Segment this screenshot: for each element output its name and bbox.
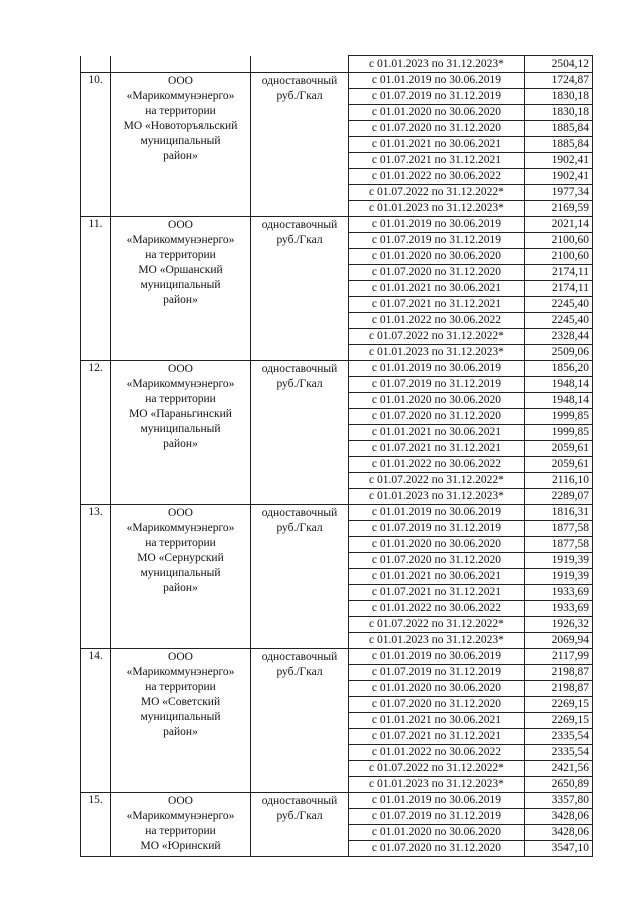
- period-cell: с 01.07.2021 по 31.12.2021: [349, 584, 525, 600]
- period-cell: с 01.07.2022 по 31.12.2022*: [349, 472, 525, 488]
- tariff-type-line: одноставочный: [261, 650, 338, 663]
- tariff-type-line: одноставочный: [261, 506, 338, 519]
- tariff-value-cell: 1933,69: [525, 600, 593, 616]
- organization-line: район»: [163, 725, 198, 738]
- tariff-type-cell: [251, 504, 349, 648]
- period-cell: с 01.07.2020 по 31.12.2020: [349, 120, 525, 136]
- tariff-value-cell: 3357,80: [525, 792, 593, 808]
- period-cell: с 01.07.2019 по 31.12.2019: [349, 232, 525, 248]
- period-cell: с 01.07.2021 по 31.12.2021: [349, 152, 525, 168]
- tariff-value-cell: 1816,31: [525, 504, 593, 520]
- tariff-value-cell: 2335,54: [525, 728, 593, 744]
- tariff-type-cell: [251, 792, 349, 856]
- period-cell: с 01.01.2021 по 30.06.2021: [349, 712, 525, 728]
- period-cell: с 01.07.2020 по 31.12.2020: [349, 840, 525, 856]
- period-cell: с 01.01.2022 по 30.06.2022: [349, 312, 525, 328]
- period-cell: с 01.01.2021 по 30.06.2021: [349, 424, 525, 440]
- period-cell: с 01.01.2020 по 30.06.2020: [349, 392, 525, 408]
- organization-line: ООО: [168, 74, 193, 87]
- tariff-value-cell: 2504,12: [525, 56, 593, 73]
- tariff-value-cell: 1830,18: [525, 88, 593, 104]
- period-cell: с 01.01.2023 по 31.12.2023*: [349, 632, 525, 648]
- entry-number: 10.: [81, 72, 111, 216]
- organization-line: на территории: [145, 248, 216, 261]
- tariff-type-line: руб./Гкал: [276, 665, 323, 678]
- tariff-value-cell: 2650,89: [525, 776, 593, 792]
- tariff-value-cell: 2198,87: [525, 680, 593, 696]
- organization-cell: [111, 72, 251, 216]
- organization-line: на территории: [145, 104, 216, 117]
- tariff-value-cell: 1877,58: [525, 520, 593, 536]
- tariff-value-cell: 1856,20: [525, 360, 593, 376]
- organization-line: ООО: [168, 362, 193, 375]
- tariff-value-cell: 3547,10: [525, 840, 593, 856]
- tariff-value-cell: 2245,40: [525, 296, 593, 312]
- tariff-value-cell: 1724,87: [525, 72, 593, 88]
- period-cell: с 01.01.2023 по 31.12.2023*: [349, 344, 525, 360]
- tariff-value-cell: 1926,32: [525, 616, 593, 632]
- tariff-value-cell: 2198,87: [525, 664, 593, 680]
- period-cell: с 01.07.2022 по 31.12.2022*: [349, 328, 525, 344]
- organization-cell: [111, 216, 251, 360]
- organization-line: район»: [163, 581, 198, 594]
- organization-line: на территории: [145, 680, 216, 693]
- period-cell: с 01.01.2023 по 31.12.2023*: [349, 56, 525, 73]
- tariff-value-cell: 2245,40: [525, 312, 593, 328]
- tariff-type-line: руб./Гкал: [276, 809, 323, 822]
- organization-line: МО «Новоторъяльский: [123, 119, 238, 132]
- tariff-value-cell: 1919,39: [525, 568, 593, 584]
- period-cell: с 01.07.2020 по 31.12.2020: [349, 696, 525, 712]
- organization-line: район»: [163, 149, 198, 162]
- organization-line: муниципальный: [140, 710, 221, 723]
- period-cell: с 01.01.2019 по 30.06.2019: [349, 648, 525, 664]
- tariff-value-cell: 3428,06: [525, 824, 593, 840]
- tariff-value-cell: 2021,14: [525, 216, 593, 232]
- entry-number: 14.: [81, 648, 111, 792]
- tariff-value-cell: 2059,61: [525, 456, 593, 472]
- tariff-value-cell: 2269,15: [525, 696, 593, 712]
- tariff-value-cell: 2100,60: [525, 232, 593, 248]
- organization-line: район»: [163, 293, 198, 306]
- entry-number: 13.: [81, 504, 111, 648]
- period-cell: с 01.01.2019 по 30.06.2019: [349, 792, 525, 808]
- period-cell: с 01.07.2021 по 31.12.2021: [349, 440, 525, 456]
- organization-line: ООО: [168, 650, 193, 663]
- period-cell: с 01.01.2023 по 31.12.2023*: [349, 200, 525, 216]
- tariff-type-line: руб./Гкал: [276, 233, 323, 246]
- entry-number: 12.: [81, 360, 111, 504]
- tariff-type-line: одноставочный: [261, 218, 338, 231]
- tariff-type-cell: [251, 648, 349, 792]
- tariff-value-cell: 1977,34: [525, 184, 593, 200]
- period-cell: с 01.07.2020 по 31.12.2020: [349, 408, 525, 424]
- tariff-value-cell: 1948,14: [525, 392, 593, 408]
- tariff-value-cell: 2269,15: [525, 712, 593, 728]
- entry-number: 11.: [81, 216, 111, 360]
- tariff-row: [81, 216, 593, 232]
- tariff-type-line: руб./Гкал: [276, 89, 323, 102]
- organization-line: район»: [163, 437, 198, 450]
- organization-line: «Марикоммунэнерго»: [126, 89, 235, 102]
- tariff-value-cell: 1877,58: [525, 536, 593, 552]
- tariff-value-cell: 2117,99: [525, 648, 593, 664]
- tariff-type-line: одноставочный: [261, 362, 338, 375]
- tariff-type-cell: [251, 72, 349, 216]
- tariff-type-line: одноставочный: [261, 74, 338, 87]
- organization-line: МО «Параньгинский: [129, 407, 232, 420]
- period-cell: с 01.01.2019 по 30.06.2019: [349, 216, 525, 232]
- period-cell: с 01.01.2023 по 31.12.2023*: [349, 488, 525, 504]
- organization-cell: [111, 504, 251, 648]
- period-cell: с 01.01.2020 по 30.06.2020: [349, 536, 525, 552]
- organization-line: на территории: [145, 536, 216, 549]
- period-cell: с 01.01.2022 по 30.06.2022: [349, 456, 525, 472]
- tariff-value-cell: 2328,44: [525, 328, 593, 344]
- organization-line: ООО: [168, 218, 193, 231]
- organization-line: ООО: [168, 506, 193, 519]
- tariff-value-cell: 1885,84: [525, 136, 593, 152]
- organization-line: муниципальный: [140, 422, 221, 435]
- period-cell: с 01.01.2019 по 30.06.2019: [349, 360, 525, 376]
- tariff-value-cell: 2100,60: [525, 248, 593, 264]
- tariff-value-cell: 2335,54: [525, 744, 593, 760]
- organization-line: муниципальный: [140, 566, 221, 579]
- tariff-type-cell: [251, 360, 349, 504]
- organization-line: ООО: [168, 794, 193, 807]
- tariff-value-cell: 2174,11: [525, 264, 593, 280]
- organization-line: «Марикоммунэнерго»: [126, 377, 235, 390]
- tariff-type-cell: [251, 216, 349, 360]
- period-cell: с 01.07.2019 по 31.12.2019: [349, 88, 525, 104]
- period-cell: с 01.01.2021 по 30.06.2021: [349, 280, 525, 296]
- period-cell: с 01.01.2021 по 30.06.2021: [349, 568, 525, 584]
- organization-line: МО «Оршанский: [138, 263, 223, 276]
- tariff-table: [80, 55, 593, 857]
- period-cell: с 01.07.2021 по 31.12.2021: [349, 728, 525, 744]
- organization-line: МО «Юринский: [140, 839, 221, 852]
- period-cell: с 01.07.2020 по 31.12.2020: [349, 264, 525, 280]
- tariff-value-cell: 1933,69: [525, 584, 593, 600]
- period-cell: с 01.07.2019 по 31.12.2019: [349, 808, 525, 824]
- tariff-value-cell: 2069,94: [525, 632, 593, 648]
- period-cell: с 01.01.2020 по 30.06.2020: [349, 680, 525, 696]
- organization-line: на территории: [145, 392, 216, 405]
- period-cell: с 01.07.2019 по 31.12.2019: [349, 664, 525, 680]
- organization-line: «Марикоммунэнерго»: [126, 809, 235, 822]
- tariff-row: [81, 648, 593, 664]
- document-page: [80, 55, 592, 857]
- period-cell: с 01.07.2020 по 31.12.2020: [349, 552, 525, 568]
- period-cell: с 01.07.2022 по 31.12.2022*: [349, 184, 525, 200]
- carryover-org-cell: [111, 56, 251, 73]
- organization-line: МО «Сернурский: [137, 551, 224, 564]
- tariff-value-cell: 1999,85: [525, 424, 593, 440]
- tariff-value-cell: 2169,59: [525, 200, 593, 216]
- tariff-value-cell: 1830,18: [525, 104, 593, 120]
- tariff-value-cell: 2116,10: [525, 472, 593, 488]
- tariff-value-cell: 1919,39: [525, 552, 593, 568]
- organization-line: муниципальный: [140, 278, 221, 291]
- organization-cell: [111, 648, 251, 792]
- period-cell: с 01.01.2021 по 30.06.2021: [349, 136, 525, 152]
- carryover-row: [81, 56, 593, 73]
- organization-line: «Марикоммунэнерго»: [126, 665, 235, 678]
- organization-line: на территории: [145, 824, 216, 837]
- tariff-value-cell: 1902,41: [525, 168, 593, 184]
- tariff-row: [81, 360, 593, 376]
- tariff-value-cell: 2421,56: [525, 760, 593, 776]
- organization-line: МО «Советский: [140, 695, 221, 708]
- tariff-type-line: руб./Гкал: [276, 377, 323, 390]
- tariff-value-cell: 1885,84: [525, 120, 593, 136]
- tariff-value-cell: 2059,61: [525, 440, 593, 456]
- organization-cell: [111, 792, 251, 856]
- organization-line: «Марикоммунэнерго»: [126, 521, 235, 534]
- period-cell: с 01.07.2022 по 31.12.2022*: [349, 760, 525, 776]
- tariff-value-cell: 1948,14: [525, 376, 593, 392]
- period-cell: с 01.01.2020 по 30.06.2020: [349, 248, 525, 264]
- tariff-value-cell: 2289,07: [525, 488, 593, 504]
- period-cell: с 01.01.2023 по 31.12.2023*: [349, 776, 525, 792]
- tariff-table-body: [81, 56, 593, 857]
- tariff-row: [81, 72, 593, 88]
- period-cell: с 01.01.2020 по 30.06.2020: [349, 104, 525, 120]
- tariff-value-cell: 2174,11: [525, 280, 593, 296]
- tariff-value-cell: 1902,41: [525, 152, 593, 168]
- organization-cell: [111, 360, 251, 504]
- tariff-type-line: руб./Гкал: [276, 521, 323, 534]
- period-cell: с 01.07.2022 по 31.12.2022*: [349, 616, 525, 632]
- period-cell: с 01.07.2019 по 31.12.2019: [349, 376, 525, 392]
- tariff-type-line: одноставочный: [261, 794, 338, 807]
- tariff-value-cell: 1999,85: [525, 408, 593, 424]
- period-cell: с 01.01.2022 по 30.06.2022: [349, 744, 525, 760]
- carryover-type-cell: [251, 56, 349, 73]
- period-cell: с 01.01.2019 по 30.06.2019: [349, 504, 525, 520]
- carryover-num-cell: [81, 56, 111, 73]
- period-cell: с 01.01.2019 по 30.06.2019: [349, 72, 525, 88]
- tariff-value-cell: 2509,06: [525, 344, 593, 360]
- entry-number: 15.: [81, 792, 111, 856]
- period-cell: с 01.07.2019 по 31.12.2019: [349, 520, 525, 536]
- tariff-row: [81, 792, 593, 808]
- period-cell: с 01.07.2021 по 31.12.2021: [349, 296, 525, 312]
- organization-line: муниципальный: [140, 134, 221, 147]
- period-cell: с 01.01.2020 по 30.06.2020: [349, 824, 525, 840]
- tariff-row: [81, 504, 593, 520]
- tariff-value-cell: 3428,06: [525, 808, 593, 824]
- period-cell: с 01.01.2022 по 30.06.2022: [349, 600, 525, 616]
- period-cell: с 01.01.2022 по 30.06.2022: [349, 168, 525, 184]
- organization-line: «Марикоммунэнерго»: [126, 233, 235, 246]
